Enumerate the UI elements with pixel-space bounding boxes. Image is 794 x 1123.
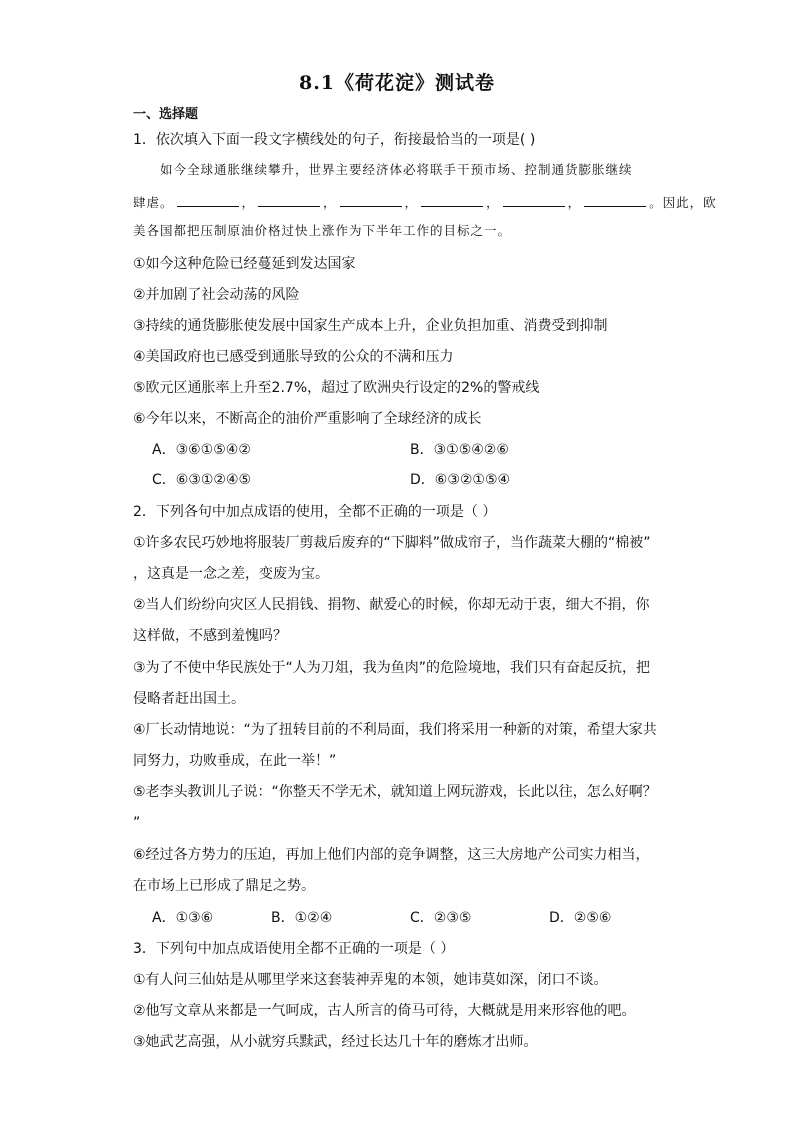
q1-blank-2 <box>258 194 320 207</box>
q2-line-11: ⑥经过各方势力的压迫，再加上他们内部的竞争调整，这三大房地产公司实力相当， <box>133 847 650 863</box>
q2-line-5: ③为了不使中华民族处于“人为刀俎，我为鱼肉”的危险境地，我们只有奋起反抗，把 <box>133 660 651 676</box>
q2-choice-c: C．②③⑤ <box>410 910 472 926</box>
page-title: 8.1《荷花淀》测试卷 <box>298 72 496 94</box>
q2-line-2: ，这真是一念之差，变废为宝。 <box>133 566 329 582</box>
q2-line-7: ④厂长动情地说：“为了扭转目前的不利局面，我们将采用一种新的对策，希望大家共 <box>133 722 657 738</box>
q2-choice-b: B．①②④ <box>271 910 333 926</box>
q1-item-4: ④美国政府也已感受到通胀导致的公众的不满和压力 <box>133 349 454 365</box>
q2-line-4: 这样做，不感到羞愧吗？ <box>133 628 287 644</box>
q3-line-3: ③她武艺高强，从小就穷兵黩武，经过长达几十年的磨炼才出师。 <box>133 1034 538 1050</box>
q1-item-5: ⑤欧元区通胀率上升至2.7%，超过了欧洲央行设定的2%的警戒线 <box>133 380 540 396</box>
q1-stem: 1．依次填入下面一段文字横线处的句子，衔接最恰当的一项是( ) <box>133 132 536 148</box>
q1-blank-1 <box>177 194 239 207</box>
q1-item-3: ③持续的通货膨胀使发展中国家生产成本上升，企业负担加重、消费受到抑制 <box>133 318 608 334</box>
q1-passage-line-2: 肆虐。 ， ， ， ， ， 。因此，欧 <box>133 195 717 210</box>
q2-stem: 2．下列各句中加点成语的使用，全都不正确的一项是（ ） <box>133 504 497 520</box>
q2-choice-a: A．①③⑥ <box>152 910 214 926</box>
q1-choice-a: A．③⑥①⑤④② <box>152 442 251 458</box>
q1-choice-c: C．⑥③①②④⑤ <box>152 472 252 488</box>
q2-line-9: ⑤老李头教训儿子说：“你整天不学无术，就知道上网玩游戏，长此以往，怎么好啊？ <box>133 784 657 800</box>
q1-choice-d: D．⑥③②①⑤④ <box>410 472 511 488</box>
q2-line-12: 在市场上已形成了鼎足之势。 <box>133 878 315 894</box>
q2-choice-d: D．②⑤⑥ <box>549 910 612 926</box>
q1-blank-5 <box>503 194 565 207</box>
q2-line-10: ” <box>133 815 141 831</box>
q3-line-1: ①有人问三仙姑是从哪里学来这套装神弄鬼的本领，她讳莫如深，闭口不谈。 <box>133 972 608 988</box>
q1-item-2: ②并加剧了社会动荡的风险 <box>133 287 300 303</box>
q1-passage-line-1: 如今全球通胀继续攀升，世界主要经济体必将联手干预市场、控制通货膨胀继续 <box>160 162 633 177</box>
q2-line-3: ②当人们纷纷向灾区人民捐钱、捐物、献爱心的时候，你却无动于衷，细大不捐，你 <box>133 597 650 613</box>
q3-stem: 3．下列句中加点成语使用全都不正确的一项是（ ） <box>133 941 455 957</box>
q1-blank-6 <box>584 194 646 207</box>
q1-passage-line-2-end: 。因此，欧 <box>649 195 717 210</box>
q1-choice-b: B．③①⑤④②⑥ <box>410 442 509 458</box>
q2-line-6: 侵略者赶出国土。 <box>133 691 245 707</box>
q1-blank-3 <box>340 194 402 207</box>
q2-line-8: 同努力，功败垂成，在此一举！” <box>133 753 337 769</box>
q3-line-2: ②他写文章从来都是一气呵成，古人所言的倚马可待，大概就是用来形容他的吧。 <box>133 1003 636 1019</box>
q1-blank-4 <box>421 194 483 207</box>
section-heading: 一、选择题 <box>133 107 199 122</box>
q1-passage-line-2-start: 肆虐。 <box>133 195 174 210</box>
q1-item-1: ①如今这种危险已经蔓延到发达国家 <box>133 256 356 272</box>
q1-item-6: ⑥今年以来，不断高企的油价严重影响了全球经济的成长 <box>133 411 482 427</box>
q2-line-1: ①许多农民巧妙地将服装厂剪裁后废弃的“下脚料”做成帘子，当作蔬菜大棚的“棉被” <box>133 535 651 551</box>
q1-passage-line-3: 美各国都把压制原油价格过快上涨作为下半年工作的目标之一。 <box>133 223 512 238</box>
